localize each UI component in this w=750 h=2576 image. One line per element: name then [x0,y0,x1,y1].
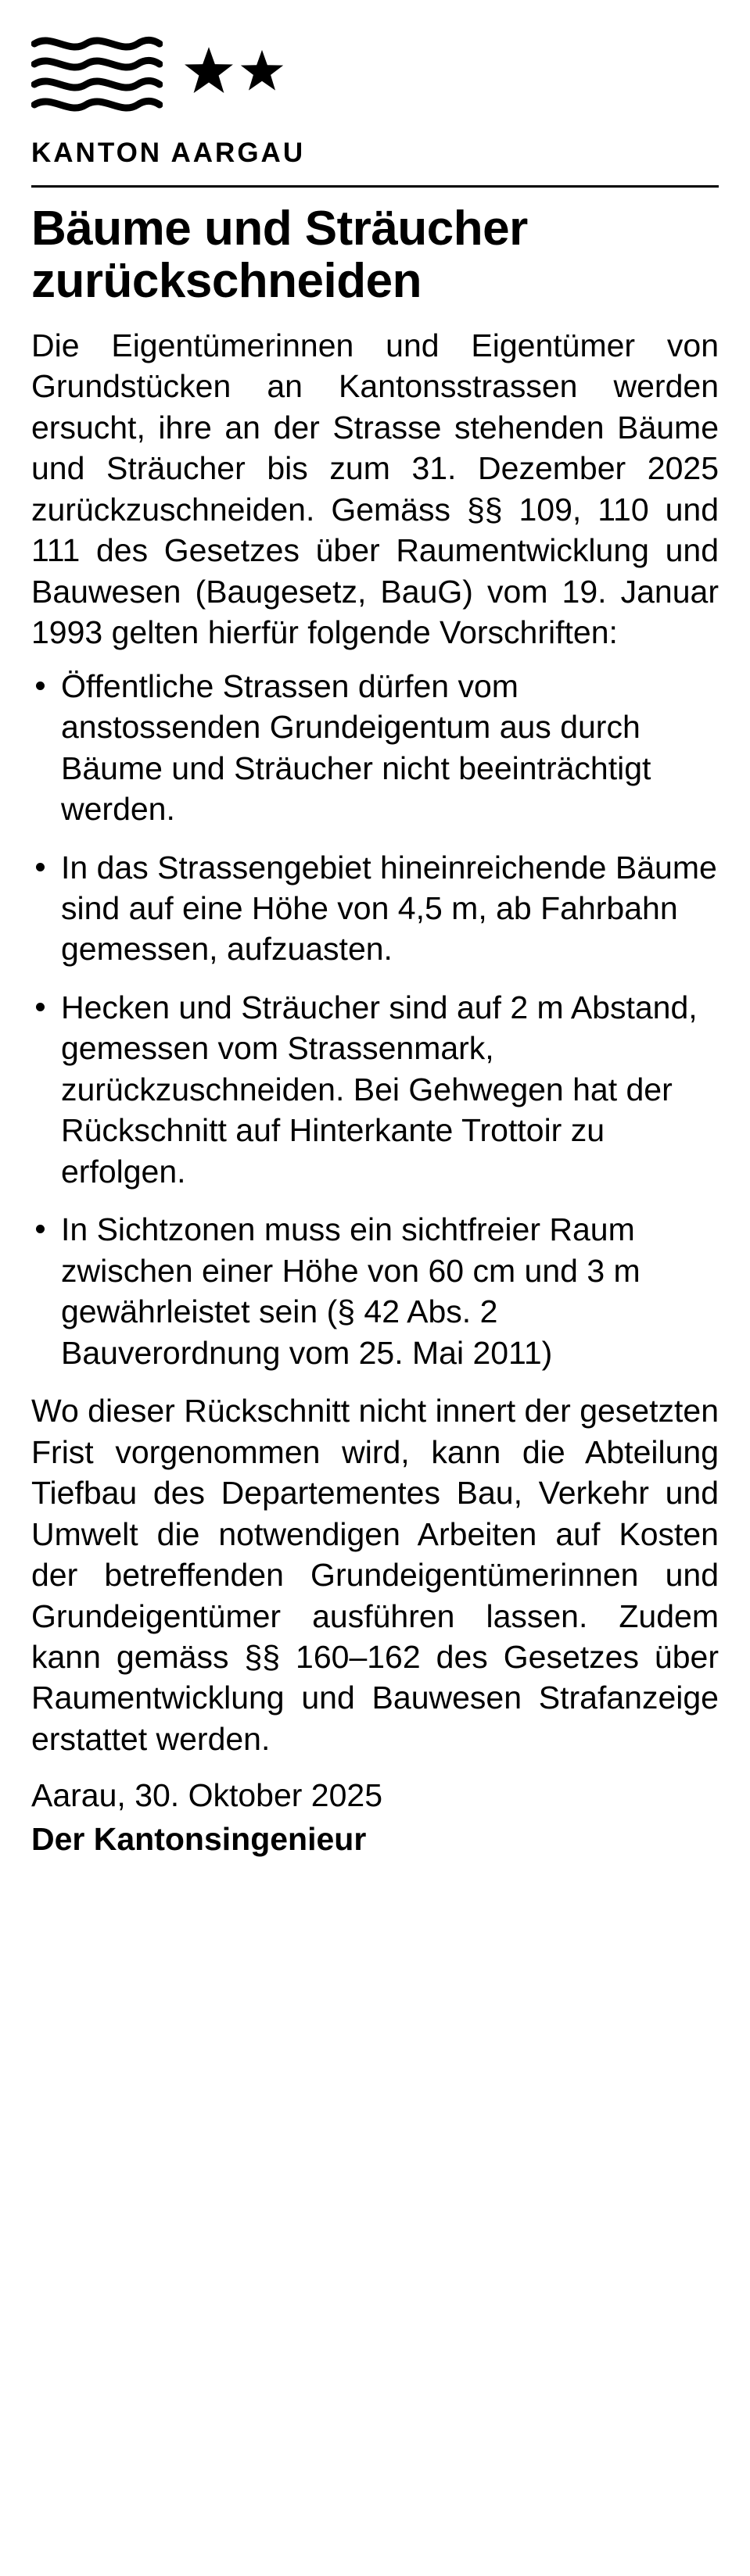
place-and-date: Aarau, 30. Oktober 2025 [31,1777,383,1814]
rules-list [31,666,719,1374]
canton-logo [31,28,719,177]
list-item: Hecken und Sträucher sind auf 2 m Abstand, gemessen vom Strassenmark, zurückzuschneiden. Bei Gehwegen hat der Rückschnitt auf Hinterkante Trottoir zu erfolgen. [31,987,719,1192]
closing-paragraph: Wo dieser Rückschnitt nicht innert der gesetzten Frist vorgenommen wird, kann die Abteilung Tiefbau des Departementes Bau, Verkehr und Umwelt die notwendigen Arbeiten auf Kosten der betreffenden Grundeigentümerinnen und Grundeigentümer ausführen lassen. Zudem kann gemäss §§ 160–162 des Gesetzes über Raumentwicklung und Bauwesen Strafanzeige erstattet werden. [31,1393,719,1757]
signatory: Der Kantonsingenieur [31,1820,367,1857]
logo-row [31,31,719,131]
aargau-waves-icon [31,31,163,125]
list-item: In das Strassengebiet hineinreichende Bäume sind auf eine Höhe von 4,5 m, ab Fahrbahn gemessen, aufzuasten. [31,847,719,970]
header-divider [31,185,719,188]
star-icon [239,48,285,94]
canton-label: KANTON AARGAU [31,138,306,168]
stars-group [183,31,285,97]
page-title: Bäume und Sträucher zurückschneiden [31,202,528,308]
list-item: In Sichtzonen muss ein sichtfreier Raum zwischen einer Höhe von 60 cm und 3 m gewährleistet sein (§ 42 Abs. 2 Bauverordnung vom 25. Mai 2011) [31,1209,719,1373]
intro-paragraph: Die Eigentümerinnen und Eigentümer von Grundstücken an Kantonsstrassen werden ersucht, ihre an der Strasse stehenden Bäume und Sträucher bis zum 31. Dezember 2025 zurückzuschneiden. Gemäss §§ 109, 110 und 111 des Gesetzes über Raumentwicklung und Bauwesen (Baugesetz, BauG) vom 19. Januar 1993 gelten hierfür folgende Vorschriften: [31,327,719,651]
list-item: Öffentliche Strassen dürfen vom anstossenden Grundeigentum aus durch Bäume und Sträucher nicht beeinträchtigt werden. [31,666,719,830]
star-icon [183,45,235,97]
